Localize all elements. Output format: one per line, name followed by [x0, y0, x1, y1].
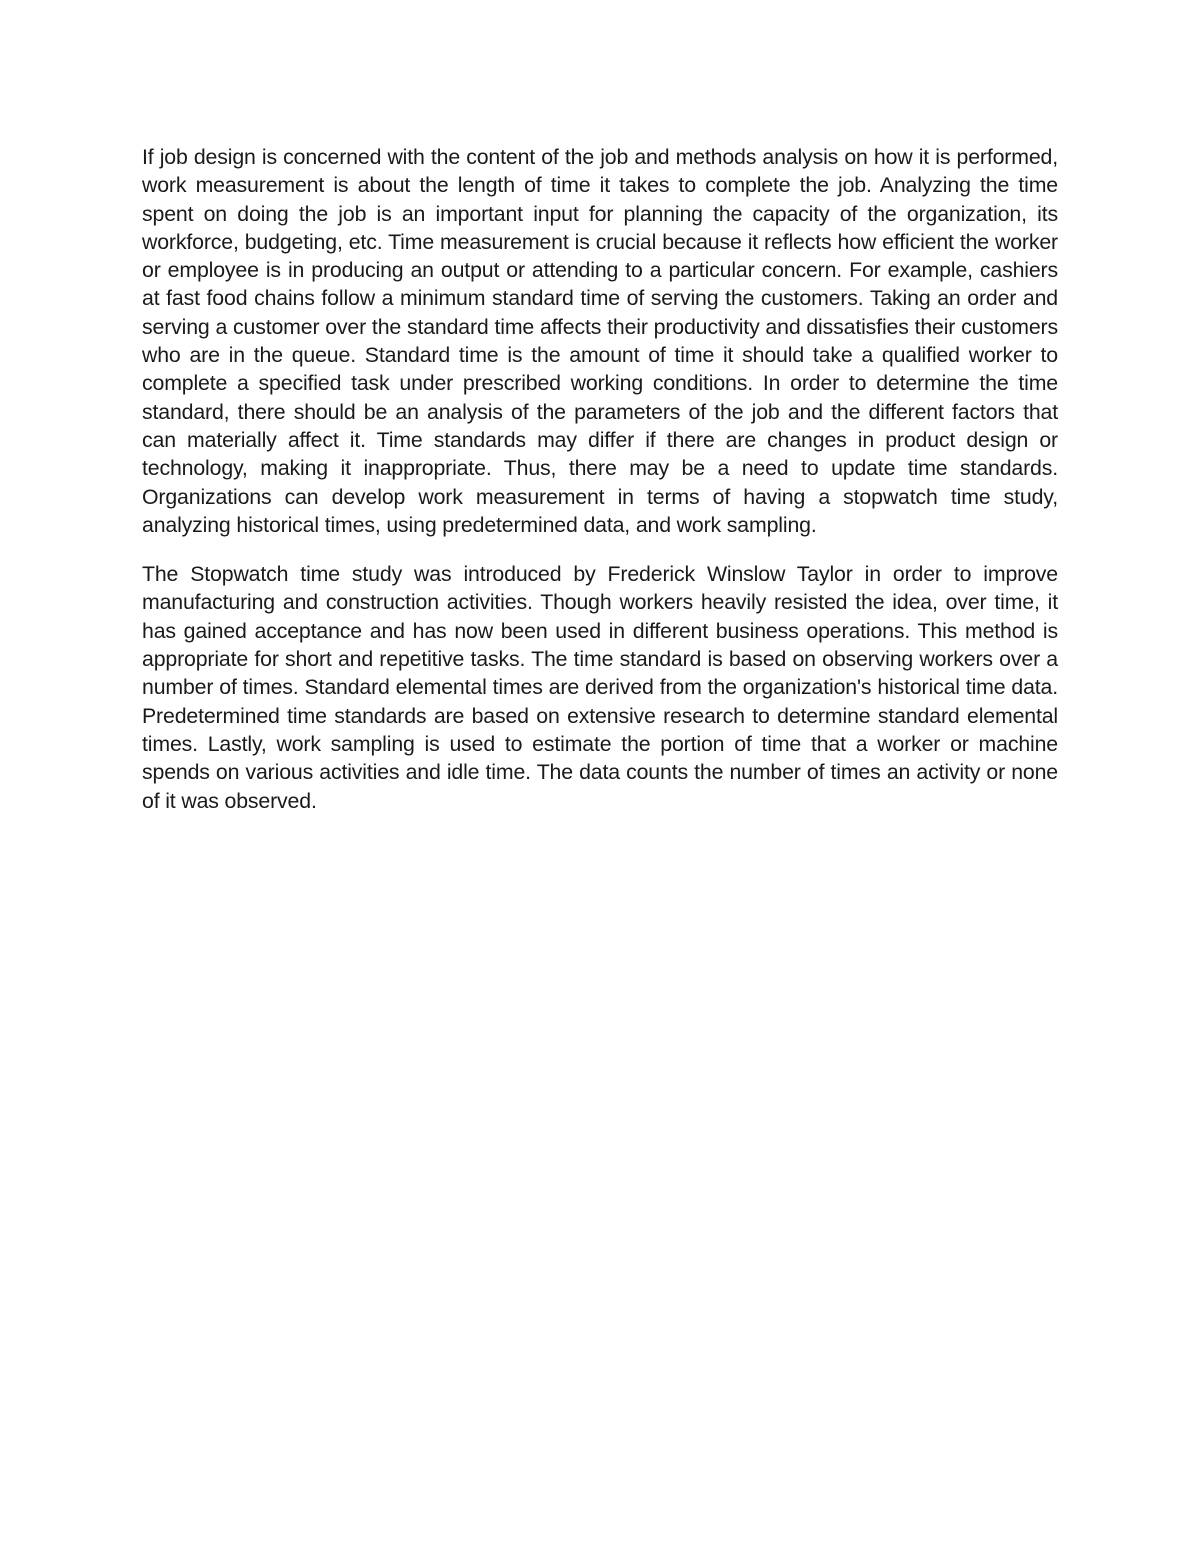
document-body: [142, 143, 1058, 836]
paragraph-stopwatch-time-study: The Stopwatch time study was introduced by Frederick Winslow Taylor in order to improve manufacturing and construction activities. Though workers heavily resisted the idea, over time, it has gained acceptance and has now been used in different business operations. This method is appropriate for short and repetitive tasks. The time standard is based on observing workers over a number of times. Standard elemental times are derived from the organization's historical time data. Predetermined time standards are based on extensive research to determine standard elemental times. Lastly, work sampling is used to estimate the portion of time that a worker or machine spends on various activities and idle time. The data counts the number of times an activity or none of it was observed.: [142, 562, 1058, 813]
paragraph-work-measurement: If job design is concerned with the content of the job and methods analysis on how it is performed, work measurement is about the length of time it takes to complete the job. Analyzing the time spent on doing the job is an important input for planning the capacity of the organization, its workforce, budgeting, etc. Time measurement is crucial because it reflects how efficient the worker or employee is in producing an output or attending to a particular concern. For example, cashiers at fast food chains follow a minimum standard time of serving the customers. Taking an order and serving a customer over the standard time affects their productivity and dissatisfies their customers who are in the queue. Standard time is the amount of time it should take a qualified worker to complete a specified task under prescribed working conditions. In order to determine the time standard, there should be an analysis of the parameters of the job and the different factors that can materially affect it. Time standards may differ if there are changes in product design or technology, making it inappropriate. Thus, there may be a need to update time standards. Organizations can develop work measurement in terms of having a stopwatch time study, analyzing historical times, using predetermined data, and work sampling.: [142, 145, 1058, 537]
